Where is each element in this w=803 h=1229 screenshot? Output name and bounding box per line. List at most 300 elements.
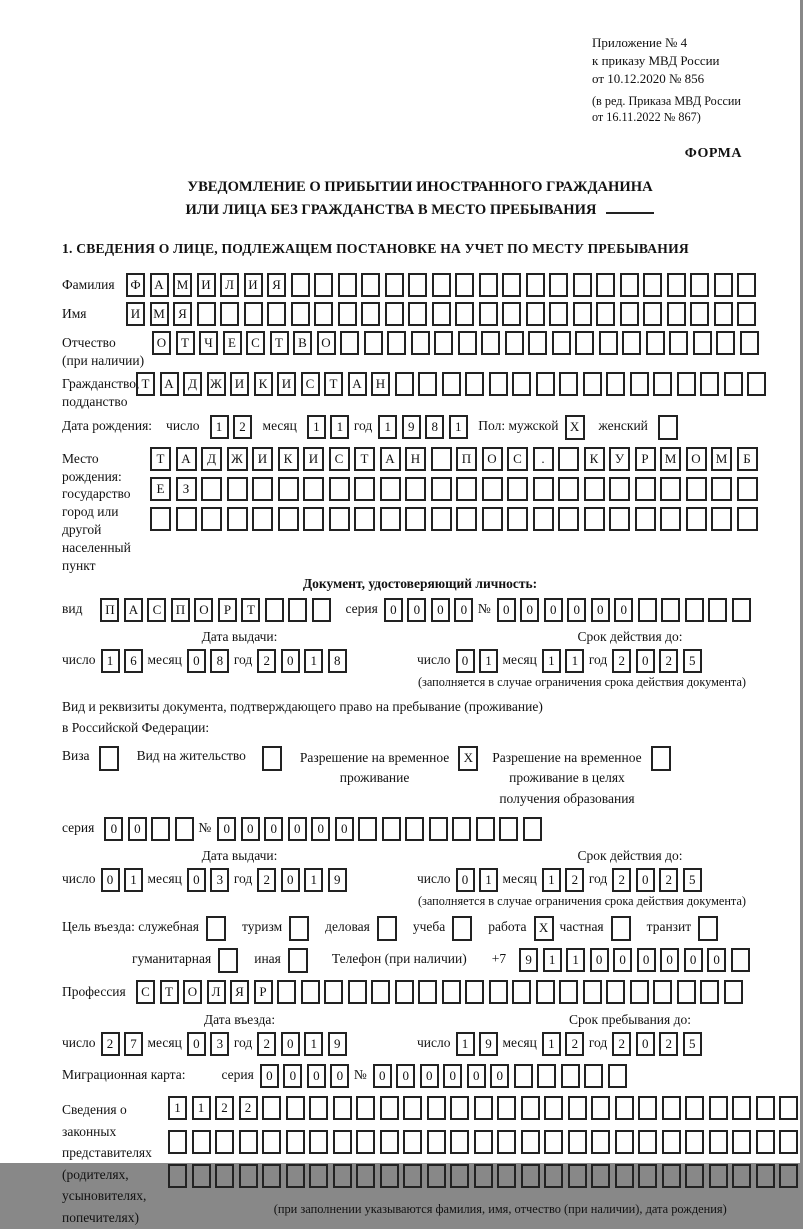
char-cell[interactable] [405, 477, 426, 501]
char-cell[interactable] [575, 331, 594, 355]
char-cell[interactable]: Я [173, 302, 192, 326]
char-cell[interactable] [429, 817, 448, 841]
char-cell[interactable] [662, 1164, 681, 1188]
char-cell[interactable] [615, 1164, 634, 1188]
char-cell[interactable]: 8 [328, 649, 347, 673]
char-cell[interactable]: 1 [307, 415, 326, 439]
char-cell[interactable] [309, 1096, 328, 1120]
stay-year-cells[interactable] [612, 1032, 706, 1056]
char-cell[interactable]: О [152, 331, 171, 355]
char-cell[interactable]: 1 [378, 415, 397, 439]
char-cell[interactable] [521, 1164, 540, 1188]
char-cell[interactable] [291, 302, 310, 326]
char-cell[interactable]: X [565, 415, 585, 440]
char-cell[interactable]: 0 [101, 868, 120, 892]
char-cell[interactable]: С [301, 372, 320, 396]
char-cell[interactable]: 1 [101, 649, 120, 673]
char-cell[interactable] [638, 1096, 657, 1120]
char-cell[interactable] [609, 507, 630, 531]
doc-valid-year-cells[interactable] [612, 649, 706, 673]
char-cell[interactable] [512, 372, 531, 396]
char-cell[interactable]: О [194, 598, 213, 622]
char-cell[interactable]: 1 [479, 649, 498, 673]
char-cell[interactable] [732, 1096, 751, 1120]
char-cell[interactable]: Ч [199, 331, 218, 355]
char-cell[interactable]: О [482, 447, 503, 471]
char-cell[interactable] [756, 1130, 775, 1154]
citizenship-cells[interactable] [136, 372, 771, 396]
doc-issue-day-cells[interactable] [101, 649, 148, 673]
char-cell[interactable]: 0 [281, 1032, 300, 1056]
char-cell[interactable]: 1 [456, 1032, 475, 1056]
char-cell[interactable] [405, 507, 426, 531]
char-cell[interactable]: Т [160, 980, 179, 1004]
entry-day-cells[interactable] [101, 1032, 148, 1056]
char-cell[interactable] [333, 1130, 352, 1154]
char-cell[interactable]: М [711, 447, 732, 471]
char-cell[interactable] [521, 1130, 540, 1154]
doc-valid-day-cells[interactable] [456, 649, 503, 673]
char-cell[interactable] [685, 1164, 704, 1188]
char-cell[interactable] [512, 980, 531, 1004]
char-cell[interactable] [714, 273, 733, 297]
char-cell[interactable] [591, 1130, 610, 1154]
char-cell[interactable]: 2 [659, 1032, 678, 1056]
char-cell[interactable] [558, 507, 579, 531]
char-cell[interactable] [201, 477, 222, 501]
res-issue-month-cells[interactable] [187, 868, 234, 892]
char-cell[interactable]: 2 [612, 649, 631, 673]
char-cell[interactable]: X [458, 746, 478, 771]
char-cell[interactable]: 0 [456, 649, 475, 673]
char-cell[interactable]: И [252, 447, 273, 471]
char-cell[interactable] [526, 302, 545, 326]
char-cell[interactable] [385, 273, 404, 297]
char-cell[interactable] [456, 477, 477, 501]
char-cell[interactable] [262, 1130, 281, 1154]
char-cell[interactable] [427, 1164, 446, 1188]
char-cell[interactable] [716, 331, 735, 355]
res-valid-day-cells[interactable] [456, 868, 503, 892]
char-cell[interactable] [455, 273, 474, 297]
char-cell[interactable] [635, 507, 656, 531]
char-cell[interactable]: А [380, 447, 401, 471]
char-cell[interactable] [615, 1096, 634, 1120]
char-cell[interactable]: О [686, 447, 707, 471]
char-cell[interactable] [630, 980, 649, 1004]
char-cell[interactable]: Т [324, 372, 343, 396]
char-cell[interactable] [630, 372, 649, 396]
char-cell[interactable] [502, 302, 521, 326]
char-cell[interactable] [324, 980, 343, 1004]
char-cell[interactable] [252, 477, 273, 501]
char-cell[interactable] [708, 598, 727, 622]
char-cell[interactable] [286, 1130, 305, 1154]
char-cell[interactable] [521, 1096, 540, 1120]
char-cell[interactable] [497, 1164, 516, 1188]
char-cell[interactable] [596, 273, 615, 297]
char-cell[interactable] [354, 477, 375, 501]
char-cell[interactable] [528, 331, 547, 355]
char-cell[interactable] [286, 1164, 305, 1188]
char-cell[interactable]: М [150, 302, 169, 326]
char-cell[interactable]: 9 [402, 415, 421, 439]
char-cell[interactable]: 0 [590, 948, 609, 972]
char-cell[interactable] [732, 598, 751, 622]
char-cell[interactable] [544, 1164, 563, 1188]
profession-cells[interactable] [136, 980, 747, 1004]
char-cell[interactable] [192, 1164, 211, 1188]
checkbox-humanitarian[interactable] [218, 948, 238, 973]
char-cell[interactable] [427, 1096, 446, 1120]
checkbox-visa[interactable] [99, 746, 119, 771]
char-cell[interactable] [385, 302, 404, 326]
char-cell[interactable]: 0 [407, 598, 426, 622]
char-cell[interactable] [661, 598, 680, 622]
char-cell[interactable] [387, 331, 406, 355]
char-cell[interactable] [286, 1096, 305, 1120]
char-cell[interactable] [731, 948, 750, 972]
char-cell[interactable]: Т [270, 331, 289, 355]
char-cell[interactable] [686, 477, 707, 501]
char-cell[interactable]: 0 [264, 817, 283, 841]
char-cell[interactable] [558, 477, 579, 501]
char-cell[interactable] [711, 477, 732, 501]
char-cell[interactable] [262, 1164, 281, 1188]
checkbox-residence-permit[interactable] [262, 746, 282, 771]
char-cell[interactable] [267, 302, 286, 326]
char-cell[interactable] [227, 507, 248, 531]
char-cell[interactable] [442, 372, 461, 396]
char-cell[interactable] [667, 302, 686, 326]
char-cell[interactable]: 9 [328, 868, 347, 892]
birth-year-cells[interactable] [378, 415, 472, 439]
char-cell[interactable] [779, 1164, 798, 1188]
char-cell[interactable]: 1 [124, 868, 143, 892]
char-cell[interactable] [408, 273, 427, 297]
char-cell[interactable] [685, 598, 704, 622]
char-cell[interactable] [403, 1164, 422, 1188]
char-cell[interactable] [620, 302, 639, 326]
char-cell[interactable]: И [277, 372, 296, 396]
char-cell[interactable] [507, 507, 528, 531]
char-cell[interactable] [474, 1130, 493, 1154]
representatives-row3-cells[interactable] [168, 1164, 803, 1188]
char-cell[interactable]: 1 [565, 649, 584, 673]
checkbox-official[interactable] [206, 916, 226, 941]
char-cell[interactable] [558, 447, 579, 471]
char-cell[interactable]: 9 [519, 948, 538, 972]
char-cell[interactable]: 0 [544, 598, 563, 622]
char-cell[interactable] [552, 331, 571, 355]
char-cell[interactable] [432, 273, 451, 297]
res-series-cells[interactable] [104, 817, 198, 841]
char-cell[interactable]: 3 [210, 1032, 229, 1056]
char-cell[interactable]: 1 [330, 415, 349, 439]
char-cell[interactable]: А [176, 447, 197, 471]
char-cell[interactable]: 3 [210, 868, 229, 892]
checkbox-private[interactable] [611, 916, 631, 941]
char-cell[interactable]: 0 [288, 817, 307, 841]
char-cell[interactable] [395, 980, 414, 1004]
char-cell[interactable] [662, 1096, 681, 1120]
char-cell[interactable]: 5 [683, 868, 702, 892]
char-cell[interactable] [371, 980, 390, 1004]
char-cell[interactable] [479, 302, 498, 326]
char-cell[interactable]: К [278, 447, 299, 471]
mc-series-cells[interactable] [260, 1064, 354, 1088]
char-cell[interactable] [450, 1164, 469, 1188]
char-cell[interactable] [168, 1164, 187, 1188]
checkbox-other[interactable] [288, 948, 308, 973]
char-cell[interactable]: С [329, 447, 350, 471]
char-cell[interactable] [479, 273, 498, 297]
char-cell[interactable] [380, 1164, 399, 1188]
char-cell[interactable]: 0 [384, 598, 403, 622]
char-cell[interactable] [685, 1096, 704, 1120]
checkbox-female[interactable] [658, 415, 678, 440]
char-cell[interactable] [411, 331, 430, 355]
res-valid-year-cells[interactable] [612, 868, 706, 892]
char-cell[interactable] [662, 1130, 681, 1154]
char-cell[interactable]: 6 [124, 649, 143, 673]
char-cell[interactable] [380, 1130, 399, 1154]
char-cell[interactable]: 0 [567, 598, 586, 622]
char-cell[interactable]: 0 [104, 817, 123, 841]
checkbox-temp-residence[interactable] [458, 746, 478, 771]
char-cell[interactable]: З [176, 477, 197, 501]
char-cell[interactable] [431, 477, 452, 501]
char-cell[interactable]: Б [737, 447, 758, 471]
char-cell[interactable]: 0 [454, 598, 473, 622]
char-cell[interactable]: О [317, 331, 336, 355]
char-cell[interactable]: 0 [520, 598, 539, 622]
char-cell[interactable] [724, 980, 743, 1004]
char-cell[interactable] [583, 372, 602, 396]
char-cell[interactable] [549, 273, 568, 297]
char-cell[interactable] [465, 980, 484, 1004]
char-cell[interactable]: Е [223, 331, 242, 355]
char-cell[interactable] [714, 302, 733, 326]
char-cell[interactable]: И [303, 447, 324, 471]
char-cell[interactable]: 1 [479, 868, 498, 892]
char-cell[interactable]: 0 [636, 649, 655, 673]
char-cell[interactable] [377, 916, 397, 941]
char-cell[interactable] [455, 302, 474, 326]
char-cell[interactable]: С [136, 980, 155, 1004]
char-cell[interactable]: Я [267, 273, 286, 297]
char-cell[interactable]: А [160, 372, 179, 396]
char-cell[interactable]: С [147, 598, 166, 622]
char-cell[interactable] [709, 1096, 728, 1120]
char-cell[interactable] [277, 980, 296, 1004]
char-cell[interactable] [740, 331, 759, 355]
char-cell[interactable]: 1 [168, 1096, 187, 1120]
char-cell[interactable] [653, 372, 672, 396]
char-cell[interactable]: 0 [497, 598, 516, 622]
char-cell[interactable]: Д [183, 372, 202, 396]
char-cell[interactable]: С [507, 447, 528, 471]
doc-valid-month-cells[interactable] [542, 649, 589, 673]
char-cell[interactable]: 0 [636, 1032, 655, 1056]
char-cell[interactable] [329, 477, 350, 501]
char-cell[interactable]: Л [207, 980, 226, 1004]
char-cell[interactable] [536, 980, 555, 1004]
char-cell[interactable]: 2 [612, 868, 631, 892]
char-cell[interactable]: 0 [281, 868, 300, 892]
char-cell[interactable] [244, 302, 263, 326]
firstname-cells[interactable] [126, 302, 761, 326]
char-cell[interactable] [288, 598, 307, 622]
char-cell[interactable]: 1 [210, 415, 229, 439]
doc-kind-cells[interactable] [100, 598, 335, 622]
char-cell[interactable] [505, 331, 524, 355]
char-cell[interactable]: X [534, 916, 554, 941]
char-cell[interactable] [537, 1064, 556, 1088]
char-cell[interactable] [502, 273, 521, 297]
char-cell[interactable]: 0 [128, 817, 147, 841]
char-cell[interactable]: 0 [684, 948, 703, 972]
char-cell[interactable] [599, 331, 618, 355]
char-cell[interactable]: Р [218, 598, 237, 622]
char-cell[interactable] [361, 302, 380, 326]
char-cell[interactable] [643, 273, 662, 297]
char-cell[interactable] [227, 477, 248, 501]
char-cell[interactable] [568, 1130, 587, 1154]
res-issue-day-cells[interactable] [101, 868, 148, 892]
char-cell[interactable] [622, 331, 641, 355]
char-cell[interactable]: 0 [637, 948, 656, 972]
char-cell[interactable] [653, 980, 672, 1004]
char-cell[interactable]: П [456, 447, 477, 471]
char-cell[interactable] [660, 477, 681, 501]
char-cell[interactable]: 2 [565, 868, 584, 892]
char-cell[interactable] [432, 302, 451, 326]
char-cell[interactable] [606, 372, 625, 396]
char-cell[interactable] [197, 302, 216, 326]
char-cell[interactable] [482, 477, 503, 501]
char-cell[interactable] [456, 507, 477, 531]
char-cell[interactable] [559, 372, 578, 396]
checkbox-tourism[interactable] [289, 916, 309, 941]
phone-cells[interactable] [519, 948, 754, 972]
char-cell[interactable] [698, 916, 718, 941]
char-cell[interactable]: Ж [207, 372, 226, 396]
char-cell[interactable]: Р [635, 447, 656, 471]
entry-year-cells[interactable] [257, 1032, 351, 1056]
res-number-cells[interactable] [217, 817, 546, 841]
char-cell[interactable]: 2 [239, 1096, 258, 1120]
char-cell[interactable] [584, 507, 605, 531]
char-cell[interactable] [220, 302, 239, 326]
char-cell[interactable] [278, 507, 299, 531]
char-cell[interactable]: Ф [126, 273, 145, 297]
char-cell[interactable] [638, 1164, 657, 1188]
char-cell[interactable] [779, 1096, 798, 1120]
char-cell[interactable]: П [171, 598, 190, 622]
char-cell[interactable] [192, 1130, 211, 1154]
char-cell[interactable]: П [100, 598, 119, 622]
char-cell[interactable] [418, 980, 437, 1004]
char-cell[interactable]: 9 [479, 1032, 498, 1056]
stay-month-cells[interactable] [542, 1032, 589, 1056]
char-cell[interactable]: 0 [443, 1064, 462, 1088]
char-cell[interactable]: 0 [707, 948, 726, 972]
birthplace-row1-cells[interactable] [150, 447, 762, 471]
char-cell[interactable] [215, 1130, 234, 1154]
char-cell[interactable]: С [246, 331, 265, 355]
char-cell[interactable] [333, 1164, 352, 1188]
char-cell[interactable] [686, 507, 707, 531]
char-cell[interactable] [499, 817, 518, 841]
char-cell[interactable]: 0 [187, 649, 206, 673]
char-cell[interactable]: И [244, 273, 263, 297]
char-cell[interactable] [568, 1164, 587, 1188]
char-cell[interactable]: 2 [565, 1032, 584, 1056]
char-cell[interactable]: О [183, 980, 202, 1004]
char-cell[interactable] [175, 817, 194, 841]
char-cell[interactable]: 8 [210, 649, 229, 673]
char-cell[interactable] [218, 948, 238, 973]
surname-cells[interactable] [126, 273, 761, 297]
char-cell[interactable]: 0 [467, 1064, 486, 1088]
char-cell[interactable]: 2 [659, 868, 678, 892]
char-cell[interactable] [303, 507, 324, 531]
char-cell[interactable] [408, 302, 427, 326]
char-cell[interactable] [329, 507, 350, 531]
char-cell[interactable] [309, 1130, 328, 1154]
checkbox-transit[interactable] [698, 916, 718, 941]
char-cell[interactable] [651, 746, 671, 771]
checkbox-study[interactable] [452, 916, 472, 941]
checkbox-work[interactable] [534, 916, 554, 941]
char-cell[interactable] [620, 273, 639, 297]
char-cell[interactable] [176, 507, 197, 531]
char-cell[interactable] [348, 980, 367, 1004]
char-cell[interactable] [646, 331, 665, 355]
char-cell[interactable] [747, 372, 766, 396]
char-cell[interactable]: 5 [683, 649, 702, 673]
mc-number-cells[interactable] [373, 1064, 632, 1088]
char-cell[interactable]: Н [405, 447, 426, 471]
representatives-row1-cells[interactable] [168, 1096, 803, 1120]
char-cell[interactable] [536, 372, 555, 396]
char-cell[interactable]: 0 [241, 817, 260, 841]
char-cell[interactable] [573, 273, 592, 297]
char-cell[interactable] [737, 302, 756, 326]
char-cell[interactable] [452, 817, 471, 841]
doc-issue-year-cells[interactable] [257, 649, 351, 673]
char-cell[interactable] [476, 817, 495, 841]
stay-day-cells[interactable] [456, 1032, 503, 1056]
char-cell[interactable]: И [197, 273, 216, 297]
char-cell[interactable] [354, 507, 375, 531]
char-cell[interactable] [442, 980, 461, 1004]
char-cell[interactable] [481, 331, 500, 355]
char-cell[interactable] [523, 817, 542, 841]
char-cell[interactable] [395, 372, 414, 396]
char-cell[interactable]: 0 [283, 1064, 302, 1088]
doc-number-cells[interactable] [497, 598, 756, 622]
char-cell[interactable] [526, 273, 545, 297]
char-cell[interactable]: 2 [257, 1032, 276, 1056]
char-cell[interactable] [660, 507, 681, 531]
char-cell[interactable]: 0 [614, 598, 633, 622]
char-cell[interactable]: 2 [233, 415, 252, 439]
doc-series-cells[interactable] [384, 598, 478, 622]
char-cell[interactable]: Т [176, 331, 195, 355]
char-cell[interactable]: 0 [613, 948, 632, 972]
